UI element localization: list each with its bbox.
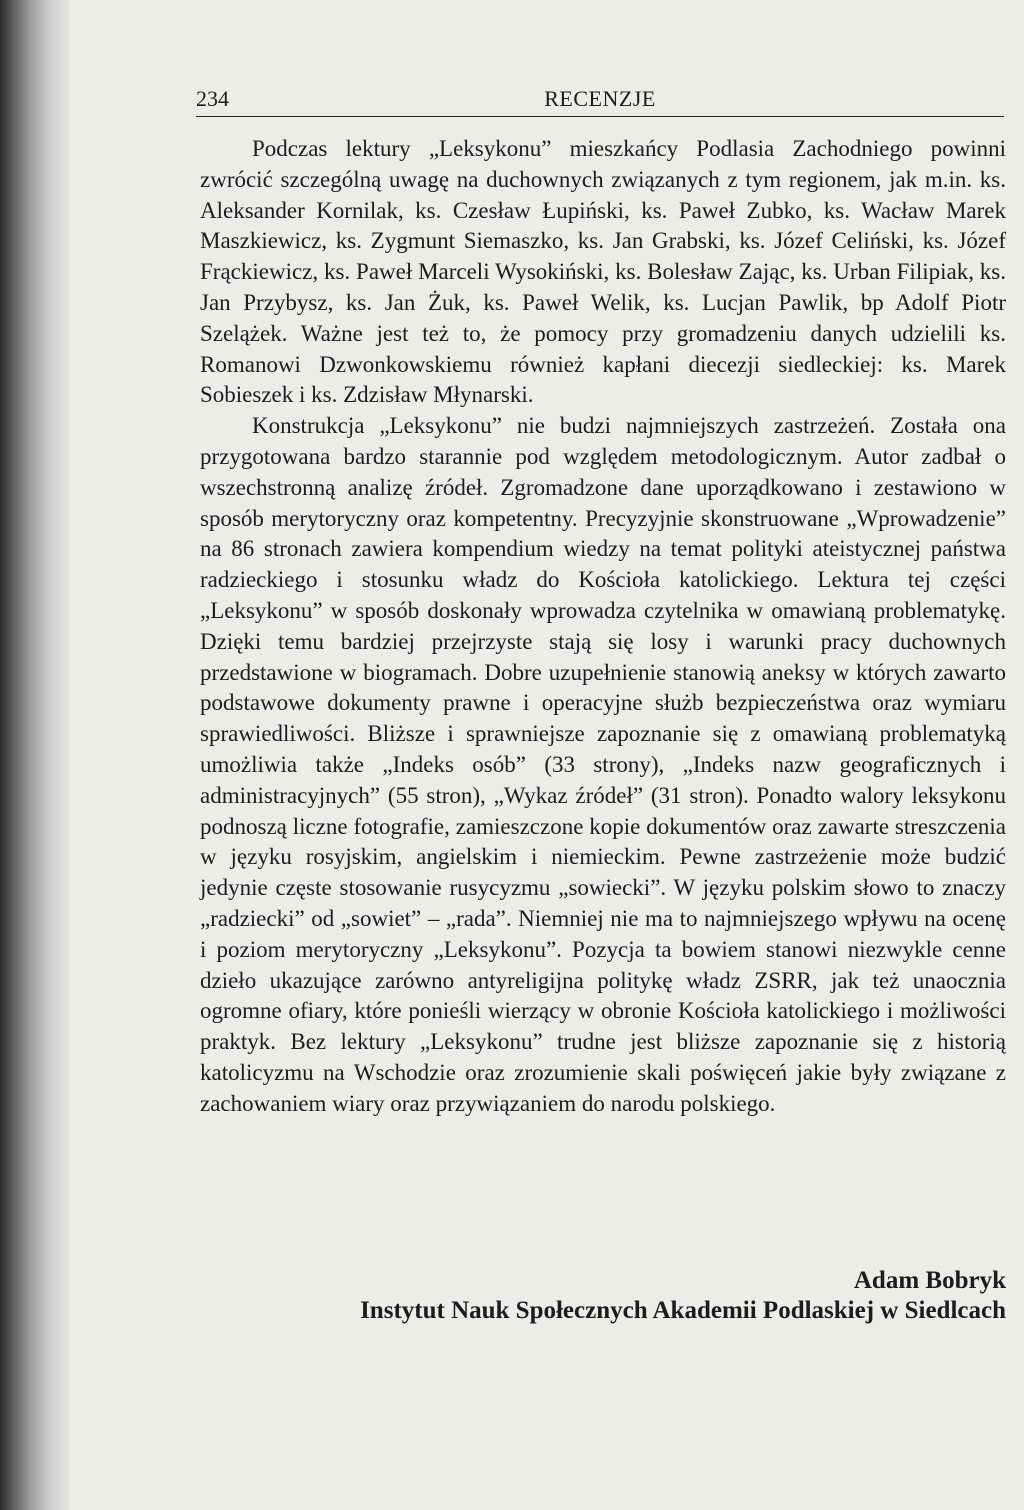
author-affiliation: Instytut Nauk Społecznych Akademii Podlaskiej w Siedlcach (360, 1297, 1006, 1324)
paragraph-evaluation: Konstrukcja „Leksykonu” nie budzi najmniejszych zastrzeżeń. Została ona przygotowana bardzo starannie pod względem metodologicznym. Autor zadbał o wszechstronną analizę źródeł. Zgromadzone dane uporządkowano i zestawiono w sposób merytoryczny oraz kompetentny. Precyzyjnie skonstruowane „Wprowadzenie” na 86 stronach zawiera kompendium wiedzy na temat polityki ateistycznej państwa radzieckiego i stosunku władz do Kościoła katolickiego. Lektura tej części „Leksykonu” w sposób doskonały wprowadza czytelnika w omawianą problematykę. Dzięki temu bardziej przejrzyste stają się losy i warunki pracy duchownych przedstawione w biogramach. Dobre uzupełnienie stanowią aneksy w których zawarto podstawowe dokumenty prawne i operacyjne służb bezpieczeństwa oraz wymiaru sprawiedliwości. Bliższe i sprawniejsze zapoznanie się z omawianą problematyką umożliwia także „Indeks osób” (33 strony), „Indeks nazw geograficznych i administracyjnych” (55 stron), „Wykaz źródeł” (31 stron). Ponadto walory leksykonu podnoszą liczne fotografie, zamieszczone kopie dokumentów oraz zawarte streszczenia w języku rosyjskim, angielskim i niemieckim. Pewne zastrzeżenie może budzić jedynie częste stosowanie rusycyzmu „sowiecki”. W języku polskim słowo to znaczy „radziecki” od „sowiet” – „rada”. Niemniej nie ma to najmniejszego wpływu na ocenę i poziom merytoryczny „Leksykonu”. Pozycja ta bowiem stanowi niezwykle cenne dzieło ukazujące zarówno antyreligijna politykę władz ZSRR, jak też unaocznia ogromne ofiary, które ponieśli wierzący w obronie Kościoła katolickiego i możliwości praktyk. Bez lektury „Leksykonu” trudne jest bliższe zapoznanie się z historią katolicyzmu na Wschodzie oraz zrozumienie skali poświęceń jakie były związane z zachowaniem wiary oraz przywiązaniem do narodu polskiego. (200, 413, 1006, 1116)
running-title: RECENZJE (544, 86, 656, 111)
author-name: Adam Bobryk (853, 1267, 1006, 1294)
page-number: 234 (196, 86, 229, 111)
paragraph-clergy-list: Podczas lektury „Leksykonu” mieszkańcy Podlasia Zachodniego powinni zwrócić szczególną uwagę na duchownych związanych z tym regionem, jak m.in. ks. Aleksander Kornilak, ks. Czesław Łupiński, ks. Paweł Zubko, ks. Wacław Marek Maszkiewicz, ks. Zygmunt Siemaszko, ks. Jan Grabski, ks. Józef Celiński, ks. Józef Frąckiewicz, ks. Paweł Marceli Wysokiński, ks. Bolesław Zając, ks. Urban Filipiak, ks. Jan Przybysz, ks. Jan Żuk, ks. Paweł Welik, ks. Lucjan Pawlik, bp Adolf Piotr Szelążek. Ważne jest też to, że pomocy przy gromadzeniu danych udzielili ks. Romanowi Dzwonkowskiemu również kapłani diecezji siedleckiej: ks. Marek Sobieszek i ks. Zdzisław Młynarski. (200, 136, 1006, 408)
running-header (196, 80, 1004, 117)
review-signature (200, 1266, 1006, 1326)
book-spine-shadow (0, 0, 70, 1510)
review-body (200, 134, 1006, 1120)
